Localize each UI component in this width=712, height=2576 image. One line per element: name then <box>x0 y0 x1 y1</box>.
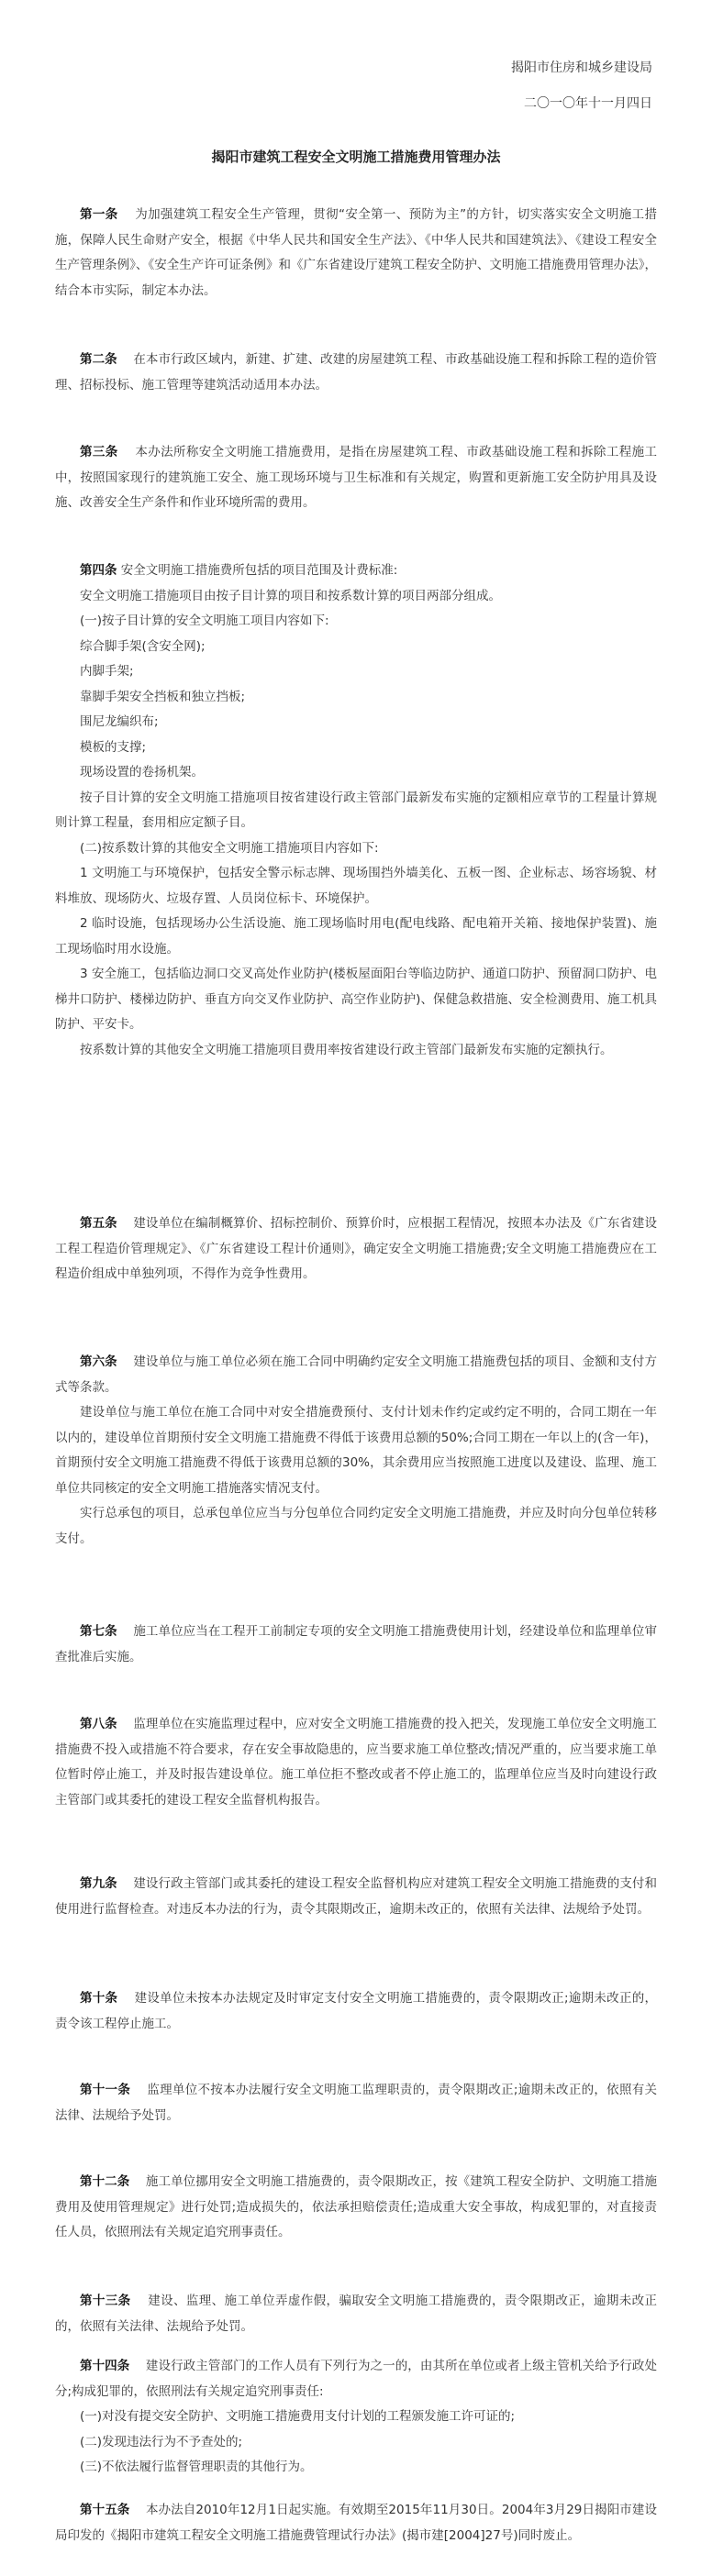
article-text: 本办法自2010年12月1日起实施。有效期至2015年11月30日。2004年3月29日揭阳市建设局印发的《揭阳市建筑工程安全文明施工措施费管理试行办法》(揭市建[2004]27号)同时废止。 <box>55 2503 657 2543</box>
article-heading: 第九条 <box>80 1876 117 1891</box>
article-heading: 第十三条 <box>80 2294 131 2308</box>
article-text: 建设单位与施工单位必须在施工合同中明确约定安全文明施工措施费包括的项目、金额和支付方式等条款。 <box>55 1354 658 1395</box>
article-9 <box>55 1872 657 1922</box>
article-heading: 第十五条 <box>80 2503 130 2517</box>
article-paragraph <box>55 2498 657 2548</box>
article-line: 综合脚手架(含安全网); <box>80 638 206 654</box>
article-paragraph <box>55 1986 657 2037</box>
article-paragraph <box>55 1620 657 1670</box>
article-line: (二)按系数计算的其他安全文明施工措施项目内容如下: <box>80 840 379 856</box>
article-text: 本办法所称安全文明施工措施费用，是指在房屋建筑工程、市政基础设施工程和拆除工程施工中，按照国家现行的建筑施工安全、施工现场环境与卫生标准和有关规定，购置和更新施工安全防护用具及设施、改善安全生产条件和作业环境所需的费用。 <box>55 445 657 510</box>
article-line: 围尼龙编织布; <box>80 714 159 729</box>
article-paragraph <box>55 348 657 398</box>
article-line: (三)不依法履行监督管理职责的其他行为。 <box>80 2460 313 2474</box>
document-title: 揭阳市建筑工程安全文明施工措施费用管理办法 <box>211 149 501 165</box>
article-6 <box>55 1350 657 1552</box>
article-text: 施工单位挪用安全文明施工措施费的，责令限期改正，按《建筑工程安全防护、文明施工措施费用及使用管理规定》进行处罚;造成损失的，依法承担赔偿责任;造成重大安全事故，构成犯罪的，对直接责任人员，依照刑法有关规定追究刑事责任。 <box>55 2174 658 2239</box>
article-paragraph <box>55 1350 657 1400</box>
article-heading: 第七条 <box>80 1624 117 1639</box>
article-line: 建设单位与施工单位在施工合同中对安全措施费预付、支付计划未作约定或约定不明的，合同工期在一年以内的，建设单位首期预付安全文明施工措施费不得低于该费用总额的50%;合同工期在一年以上的(含一年)，首期预付安全文明施工措施费不得低于该费用总额的30%，其余费用应当按照施工进度以及建设、监理、施工单位共同核定的安全文明施工措施落实情况支付。 <box>55 1405 657 1496</box>
article-text: 安全文明施工措施费所包括的项目范围及计费标准: <box>120 563 398 578</box>
article-text: 监理单位在实施监理过程中，应对安全文明施工措施费的投入把关，发现施工单位安全文明施工措施费不投入或措施不符合要求，存在安全事故隐患的，应当要求施工单位整改;情况严重的，应当要求施工单位暂时停止施工，并及时报告建设单位。施工单位拒不整改或者不停止施工的，监理单位应当及时向建设行政主管部门或其委托的建设工程安全监督机构报告。 <box>55 1717 658 1808</box>
article-paragraph <box>55 2078 657 2128</box>
article-line: 靠脚手架安全挡板和独立挡板; <box>80 689 246 704</box>
article-line: 3 安全施工，包括临边洞口交叉高处作业防护(楼板屋面阳台等临边防护、通道口防护、预留洞口防护、电梯井口防护、楼梯边防护、垂直方向交叉作业防护、高空作业防护)、保健急救措施、安全检测费用、施工机具防护、平安卡。 <box>55 967 657 1032</box>
article-10 <box>55 1986 657 2037</box>
article-12 <box>55 2170 657 2246</box>
article-text: 监理单位不按本办法履行安全文明施工监理职责的，责令限期改正;逾期未改正的，依照有关法律、法规给予处罚。 <box>55 2083 657 2123</box>
article-1 <box>55 203 657 304</box>
article-text: 在本市行政区域内，新建、扩建、改建的房屋建筑工程、市政基础设施工程和拆除工程的造价管理、招标投标、施工管理等建筑活动适用本办法。 <box>55 352 658 392</box>
article-8 <box>55 1712 657 1813</box>
article-text: 建设、监理、施工单位弄虚作假，骗取安全文明施工措施费的，责令限期改正，逾期未改正的，依照有关法律、法规给予处罚。 <box>55 2294 658 2334</box>
article-text: 施工单位应当在工程开工前制定专项的安全文明施工措施费使用计划，经建设单位和监理单位审查批准后实施。 <box>55 1624 658 1664</box>
article-line: (一)对没有提交安全防护、文明施工措施费用支付计划的工程颁发施工许可证的; <box>80 2409 516 2424</box>
article-heading: 第十二条 <box>80 2174 130 2189</box>
article-heading: 第五条 <box>80 1216 117 1231</box>
article-text: 建设单位在编制概算价、招标控制价、预算价时，应根据工程情况，按照本办法及《广东省建设工程工程造价管理规定》、《广东省建设工程计价通则》，确定安全文明施工措施费;安全文明施工措施费应在工程造价组成中单独列项，不得作为竞争性费用。 <box>55 1216 658 1281</box>
article-line: 安全文明施工措施项目由按子目计算的项目和按系数计算的项目两部分组成。 <box>80 588 501 603</box>
article-heading: 第三条 <box>80 445 118 459</box>
article-4 <box>55 558 657 1063</box>
article-heading: 第十条 <box>80 1991 118 2006</box>
article-line: 现场设置的卷扬机架。 <box>80 765 204 779</box>
article-line: 内脚手架; <box>80 664 134 679</box>
article-paragraph <box>55 1872 657 1922</box>
article-line: 按系数计算的其他安全文明施工措施项目费用率按省建设行政主管部门最新发布实施的定额执行。 <box>80 1042 613 1057</box>
article-15 <box>55 2498 657 2548</box>
article-paragraph <box>55 1712 657 1813</box>
article-paragraph <box>55 2170 657 2246</box>
article-paragraph <box>55 2354 657 2405</box>
article-line: 按子目计算的安全文明施工措施项目按省建设行政主管部门最新发布实施的定额相应章节的工程量计算规则计算工程量，套用相应定额子目。 <box>55 790 657 830</box>
article-2 <box>55 348 657 398</box>
article-paragraph <box>55 558 657 584</box>
article-line: 1 文明施工与环境保护，包括安全警示标志牌、现场围挡外墙美化、五板一图、企业标志、场容场貌、材料堆放、现场防火、垃圾存置、人员岗位标卡、环境保护。 <box>55 866 657 906</box>
article-5 <box>55 1211 657 1288</box>
article-paragraph <box>55 1211 657 1288</box>
article-11 <box>55 2078 657 2128</box>
article-line: 模板的支撑; <box>80 739 147 755</box>
article-7 <box>55 1620 657 1670</box>
article-3 <box>55 440 657 516</box>
article-heading: 第一条 <box>80 207 118 222</box>
article-paragraph <box>55 440 657 516</box>
article-13 <box>55 2289 657 2339</box>
article-line: 实行总承包的项目，总承包单位应当与分包单位合同约定安全文明施工措施费，并应及时向分包单位转移支付。 <box>55 1506 657 1546</box>
article-heading: 第十四条 <box>80 2359 130 2373</box>
article-text: 建设单位未按本办法规定及时审定支付安全文明施工措施费的，责令限期改正;逾期未改正的，责令该工程停止施工。 <box>55 1991 658 2031</box>
article-line: 2 临时设施，包括现场办公生活设施、施工现场临时用电(配电线路、配电箱开关箱、接地保护装置)、施工现场临时用水设施。 <box>55 916 657 956</box>
article-heading: 第十一条 <box>80 2083 131 2097</box>
issue-date: 二〇一〇年十一月四日 <box>524 96 652 111</box>
article-heading: 第四条 <box>80 563 117 578</box>
article-paragraph <box>55 2289 657 2339</box>
article-heading: 第六条 <box>80 1354 117 1369</box>
article-heading: 第二条 <box>80 352 117 367</box>
article-paragraph <box>55 203 657 304</box>
article-text: 建设行政主管部门或其委托的建设工程安全监督机构应对建筑工程安全文明施工措施费的支付和使用进行监督检查。对违反本办法的行为，责令其限期改正，逾期未改正的，依照有关法律、法规给予处罚。 <box>55 1876 658 1917</box>
article-line: (二)发现违法行为不予查处的; <box>80 2434 243 2449</box>
article-text: 为加强建筑工程安全生产管理，贯彻“安全第一、预防为主”的方针，切实落实安全文明施工措施，保障人民生命财产安全，根据《中华人民共和国安全生产法》、《中华人民共和国建筑法》、《建设工程安全生产管理条例》、《安全生产许可证条例》和《广东省建设厅建筑工程安全防护、文明施工措施费用管理办法》，结合本市实际，制定本办法。 <box>55 207 657 298</box>
article-text: 建设行政主管部门的工作人员有下列行为之一的，由其所在单位或者上级主管机关给予行政处分;构成犯罪的，依照刑法有关规定追究刑事责任: <box>55 2359 658 2399</box>
article-line: (一)按子目计算的安全文明施工项目内容如下: <box>80 614 329 628</box>
issuing-organization: 揭阳市住房和城乡建设局 <box>511 61 652 75</box>
article-heading: 第八条 <box>80 1717 117 1731</box>
article-14 <box>55 2354 657 2481</box>
